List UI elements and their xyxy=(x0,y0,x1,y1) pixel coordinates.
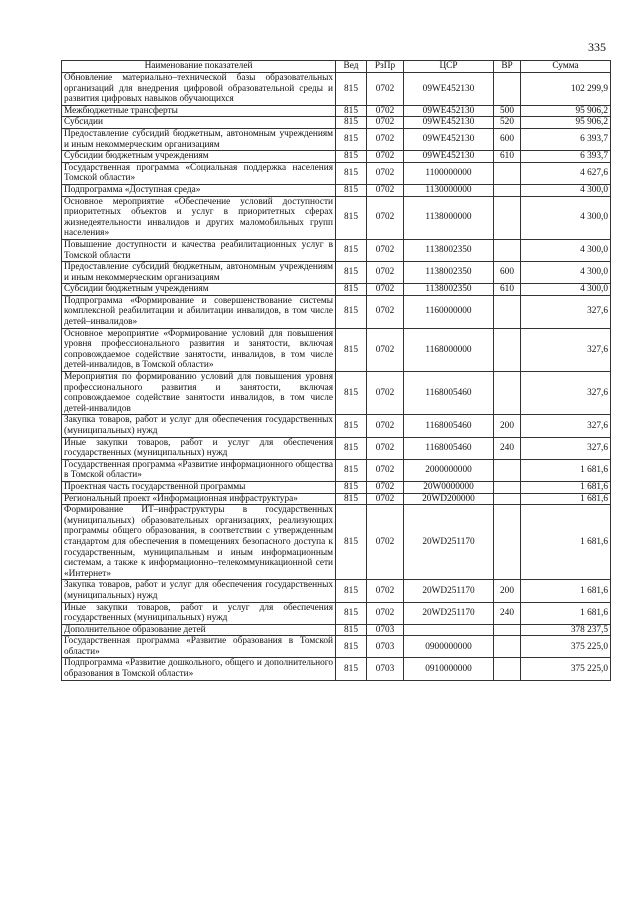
table-body xyxy=(62,73,611,681)
cell-name: Мероприятия по формированию условий для повышения уровня профессионального развития и занятости, включая сопровождаемое содействие занятости инвалидов, в том числе детей-инвалидов xyxy=(62,372,336,415)
cell-sum: 6 393,7 xyxy=(521,151,611,163)
cell-vr xyxy=(494,505,521,580)
cell-rzpr: 0702 xyxy=(367,295,404,328)
cell-ved: 815 xyxy=(336,658,367,680)
cell-vr: 610 xyxy=(494,151,521,163)
table-row xyxy=(62,481,611,493)
table-row xyxy=(62,372,611,415)
cell-vr xyxy=(494,658,521,680)
cell-rzpr: 0702 xyxy=(367,481,404,493)
cell-ved: 815 xyxy=(336,128,367,150)
cell-ved: 815 xyxy=(336,602,367,624)
cell-name: Обновление материально–технической базы образовательных организаций для внедрения цифровой образовательной среды и развития цифровых навыков обучающихся xyxy=(62,73,336,106)
cell-sum: 4 300,0 xyxy=(521,196,611,239)
cell-vr: 600 xyxy=(494,128,521,150)
table-row xyxy=(62,658,611,680)
cell-rzpr: 0702 xyxy=(367,437,404,459)
cell-sum: 327,6 xyxy=(521,295,611,328)
table-row xyxy=(62,295,611,328)
cell-ved: 815 xyxy=(336,196,367,239)
cell-vr: 520 xyxy=(494,117,521,129)
header-vr: ВР xyxy=(494,61,521,73)
cell-csr: 1138000000 xyxy=(404,196,494,239)
cell-sum: 327,6 xyxy=(521,437,611,459)
header-csr: ЦСР xyxy=(404,61,494,73)
cell-name: Субсидии бюджетным учреждениям xyxy=(62,151,336,163)
table-row xyxy=(62,262,611,284)
cell-rzpr: 0703 xyxy=(367,624,404,636)
header-ved: Вед xyxy=(336,61,367,73)
cell-rzpr: 0702 xyxy=(367,239,404,261)
cell-csr: 1160000000 xyxy=(404,295,494,328)
cell-rzpr: 0702 xyxy=(367,117,404,129)
table-row xyxy=(62,117,611,129)
cell-name: Предоставление субсидий бюджетным, автономным учреждениям и иным некоммерческим организациям xyxy=(62,128,336,150)
page-number: 335 xyxy=(588,40,606,54)
cell-sum: 1 681,6 xyxy=(521,459,611,481)
table-row xyxy=(62,73,611,106)
cell-vr: 600 xyxy=(494,262,521,284)
cell-ved: 815 xyxy=(336,580,367,602)
table-row xyxy=(62,162,611,184)
cell-vr xyxy=(494,372,521,415)
cell-csr: 1168005460 xyxy=(404,437,494,459)
cell-ved: 815 xyxy=(336,73,367,106)
cell-ved: 815 xyxy=(336,295,367,328)
table-row xyxy=(62,239,611,261)
cell-vr: 500 xyxy=(494,105,521,117)
cell-rzpr: 0702 xyxy=(367,262,404,284)
cell-name: Субсидии бюджетным учреждениям xyxy=(62,284,336,296)
cell-vr xyxy=(494,73,521,106)
cell-rzpr: 0702 xyxy=(367,73,404,106)
table-row xyxy=(62,580,611,602)
header-name: Наименование показателей xyxy=(62,61,336,73)
cell-rzpr: 0703 xyxy=(367,636,404,658)
table-row xyxy=(62,415,611,437)
cell-sum: 1 681,6 xyxy=(521,602,611,624)
cell-name: Подпрограмма «Доступная среда» xyxy=(62,184,336,196)
cell-name: Подпрограмма «Развитие дошкольного, общего и дополнительного образования в Томской области» xyxy=(62,658,336,680)
cell-csr: 1100000000 xyxy=(404,162,494,184)
cell-rzpr: 0702 xyxy=(367,162,404,184)
cell-csr: 1130000000 xyxy=(404,184,494,196)
cell-sum: 378 237,5 xyxy=(521,624,611,636)
cell-rzpr: 0702 xyxy=(367,459,404,481)
cell-csr: 09WE452130 xyxy=(404,117,494,129)
table-row xyxy=(62,184,611,196)
cell-vr xyxy=(494,636,521,658)
cell-csr: 09WE452130 xyxy=(404,151,494,163)
cell-rzpr: 0702 xyxy=(367,602,404,624)
cell-ved: 815 xyxy=(336,328,367,371)
table-row xyxy=(62,128,611,150)
cell-vr xyxy=(494,328,521,371)
cell-rzpr: 0703 xyxy=(367,658,404,680)
cell-sum: 6 393,7 xyxy=(521,128,611,150)
cell-csr: 20WD251170 xyxy=(404,580,494,602)
cell-ved: 815 xyxy=(336,151,367,163)
cell-csr xyxy=(404,624,494,636)
table-row xyxy=(62,284,611,296)
cell-sum: 327,6 xyxy=(521,328,611,371)
cell-ved: 815 xyxy=(336,184,367,196)
cell-rzpr: 0702 xyxy=(367,505,404,580)
cell-name: Основное мероприятие «Формирование условий для повышения уровня профессионального развития и занятости, включая сопровождаемое содействие занятости, инвалидов, в том числе детей-инвалидов, в Томской области» xyxy=(62,328,336,371)
cell-csr: 09WE452130 xyxy=(404,105,494,117)
cell-ved: 815 xyxy=(336,117,367,129)
cell-vr xyxy=(494,459,521,481)
cell-rzpr: 0702 xyxy=(367,284,404,296)
cell-vr: 240 xyxy=(494,602,521,624)
cell-csr: 20WD251170 xyxy=(404,602,494,624)
cell-csr: 0910000000 xyxy=(404,658,494,680)
cell-csr: 1138002350 xyxy=(404,239,494,261)
cell-name: Региональный проект «Информационная инфраструктура» xyxy=(62,493,336,505)
cell-sum: 1 681,6 xyxy=(521,505,611,580)
cell-ved: 815 xyxy=(336,239,367,261)
cell-ved: 815 xyxy=(336,262,367,284)
cell-csr: 2000000000 xyxy=(404,459,494,481)
cell-rzpr: 0702 xyxy=(367,196,404,239)
cell-sum: 95 906,2 xyxy=(521,105,611,117)
cell-vr xyxy=(494,493,521,505)
cell-sum: 4 300,0 xyxy=(521,239,611,261)
cell-rzpr: 0702 xyxy=(367,415,404,437)
header-rzpr: РзПр xyxy=(367,61,404,73)
table-row xyxy=(62,151,611,163)
cell-csr: 20WD251170 xyxy=(404,505,494,580)
table-row xyxy=(62,624,611,636)
cell-csr: 20WD200000 xyxy=(404,493,494,505)
table-row xyxy=(62,105,611,117)
cell-name: Государственная программа «Развитие образования в Томской области» xyxy=(62,636,336,658)
cell-sum: 4 300,0 xyxy=(521,262,611,284)
cell-rzpr: 0702 xyxy=(367,184,404,196)
cell-name: Межбюджетные трансферты xyxy=(62,105,336,117)
cell-csr: 1138002350 xyxy=(404,284,494,296)
cell-vr xyxy=(494,184,521,196)
cell-ved: 815 xyxy=(336,415,367,437)
cell-name: Иные закупки товаров, работ и услуг для обеспечения государственных (муниципальных) нужд xyxy=(62,602,336,624)
cell-vr xyxy=(494,481,521,493)
cell-sum: 375 225,0 xyxy=(521,636,611,658)
cell-sum: 102 299,9 xyxy=(521,73,611,106)
cell-ved: 815 xyxy=(336,284,367,296)
cell-ved: 815 xyxy=(336,505,367,580)
cell-sum: 95 906,2 xyxy=(521,117,611,129)
cell-csr: 1168000000 xyxy=(404,328,494,371)
cell-csr: 1168005460 xyxy=(404,372,494,415)
header-row xyxy=(62,61,611,73)
cell-name: Закупка товаров, работ и услуг для обеспечения государственных (муниципальных) нужд xyxy=(62,415,336,437)
cell-name: Основное мероприятие «Обеспечение условий доступности приоритетных объектов и услуг в приоритетных сферах жизнедеятельности инвалидов и других маломобильных групп населения» xyxy=(62,196,336,239)
table-row xyxy=(62,505,611,580)
cell-ved: 815 xyxy=(336,481,367,493)
cell-name: Иные закупки товаров, работ и услуг для обеспечения государственных (муниципальных) нужд xyxy=(62,437,336,459)
cell-sum: 1 681,6 xyxy=(521,493,611,505)
cell-vr xyxy=(494,196,521,239)
cell-vr xyxy=(494,624,521,636)
cell-csr: 20W0000000 xyxy=(404,481,494,493)
cell-vr: 610 xyxy=(494,284,521,296)
cell-rzpr: 0702 xyxy=(367,128,404,150)
cell-sum: 327,6 xyxy=(521,372,611,415)
table-row xyxy=(62,636,611,658)
table-header xyxy=(62,61,611,73)
budget-table xyxy=(61,60,611,681)
cell-sum: 375 225,0 xyxy=(521,658,611,680)
cell-ved: 815 xyxy=(336,636,367,658)
cell-csr: 09WE452130 xyxy=(404,73,494,106)
cell-vr: 240 xyxy=(494,437,521,459)
header-sum: Сумма xyxy=(521,61,611,73)
cell-sum: 327,6 xyxy=(521,415,611,437)
table-row xyxy=(62,602,611,624)
cell-rzpr: 0702 xyxy=(367,105,404,117)
table-row xyxy=(62,493,611,505)
table-row xyxy=(62,328,611,371)
cell-name: Закупка товаров, работ и услуг для обеспечения государственных (муниципальных) нужд xyxy=(62,580,336,602)
cell-rzpr: 0702 xyxy=(367,372,404,415)
cell-ved: 815 xyxy=(336,624,367,636)
cell-name: Формирование ИТ–инфраструктуры в государственных (муниципальных) образовательных организациях, реализующих программы общего образования, в соответствии с утвержденным стандартом для обеспечения в помещениях безопасного доступа к государственным, муниципальным и иным информационным системам, а также к информационно–телекоммуникационной сети «Интернет» xyxy=(62,505,336,580)
cell-csr: 0900000000 xyxy=(404,636,494,658)
cell-rzpr: 0702 xyxy=(367,328,404,371)
cell-sum: 1 681,6 xyxy=(521,481,611,493)
cell-vr xyxy=(494,295,521,328)
cell-sum: 4 627,6 xyxy=(521,162,611,184)
cell-ved: 815 xyxy=(336,459,367,481)
cell-csr: 1138002350 xyxy=(404,262,494,284)
cell-name: Предоставление субсидий бюджетным, автономным учреждениям и иным некоммерческим организациям xyxy=(62,262,336,284)
cell-name: Государственная программа «Развитие информационного общества в Томской области» xyxy=(62,459,336,481)
cell-name: Подпрограмма «Формирование и совершенствование системы комплексной реабилитации и абилитации инвалидов, в том числе детей–инвалидов» xyxy=(62,295,336,328)
cell-rzpr: 0702 xyxy=(367,151,404,163)
cell-vr xyxy=(494,162,521,184)
cell-rzpr: 0702 xyxy=(367,493,404,505)
cell-vr: 200 xyxy=(494,580,521,602)
cell-name: Государственная программа «Социальная поддержка населения Томской области» xyxy=(62,162,336,184)
cell-ved: 815 xyxy=(336,493,367,505)
cell-name: Проектная часть государственной программы xyxy=(62,481,336,493)
cell-vr xyxy=(494,239,521,261)
cell-sum: 4 300,0 xyxy=(521,184,611,196)
cell-rzpr: 0702 xyxy=(367,580,404,602)
cell-ved: 815 xyxy=(336,162,367,184)
table-row xyxy=(62,437,611,459)
cell-ved: 815 xyxy=(336,105,367,117)
cell-name: Субсидии xyxy=(62,117,336,129)
table-row xyxy=(62,196,611,239)
cell-vr: 200 xyxy=(494,415,521,437)
cell-ved: 815 xyxy=(336,437,367,459)
cell-sum: 1 681,6 xyxy=(521,580,611,602)
cell-name: Повышение доступности и качества реабилитационных услуг в Томской области xyxy=(62,239,336,261)
cell-ved: 815 xyxy=(336,372,367,415)
cell-sum: 4 300,0 xyxy=(521,284,611,296)
table-row xyxy=(62,459,611,481)
cell-csr: 1168005460 xyxy=(404,415,494,437)
cell-csr: 09WE452130 xyxy=(404,128,494,150)
cell-name: Дополнительное образование детей xyxy=(62,624,336,636)
